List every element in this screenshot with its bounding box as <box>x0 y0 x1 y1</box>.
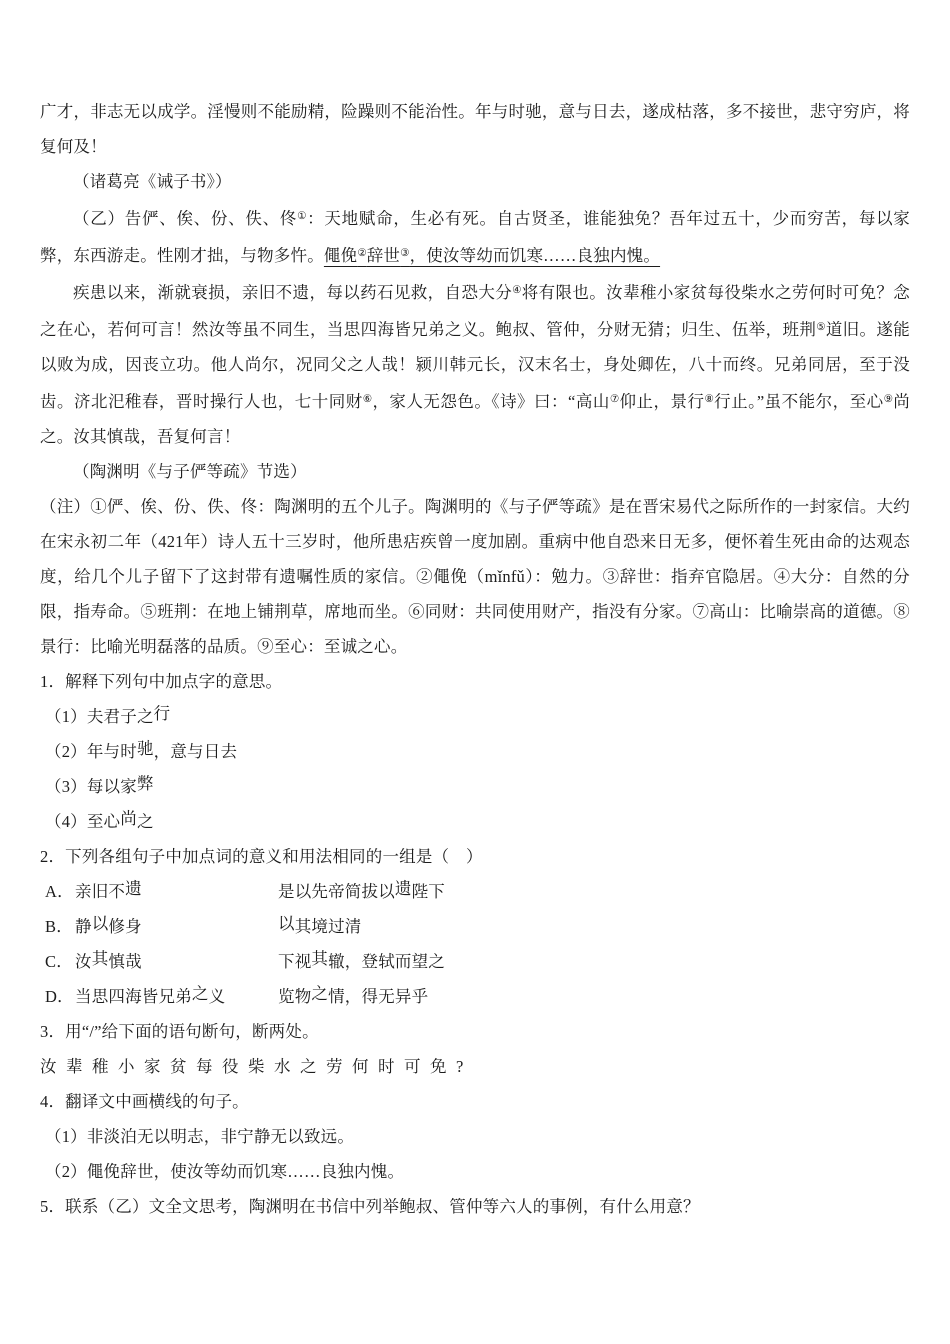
question-1-item-4: （4）至心尚之 <box>45 808 154 831</box>
emphasized-char: 遗 <box>394 878 412 898</box>
choice-right-phrase: 下视其辙，登轼而望之 <box>278 948 446 971</box>
question-3: 3．用“/”给下面的语句断句，断两处。 <box>40 1022 319 1041</box>
notes-annotations: （注）①俨、俟、份、佚、佟：陶渊明的五个儿子。陶渊明的《与子俨等疏》是在晋宋易代之际所作的一封家信。大约在宋永初二年（421年）诗人五十三岁时，他所患痁疾曾一度加剧。重病中他自恐来日无多，便怀着生死由命的达观态度，给几个儿子留下了这封带有遗嘱性质的家信。②僶俛（mǐnfǔ）：勉力。③辞世：指弃官隐居。④大分：自然的分限，指寿命。⑤班荆：在地上铺荆草，席地而坐。⑥同财：共同使用财产，指没有分家。⑦高山：比喻崇高的道德。⑧景行：比喻光明磊落的品质。⑨至心：至诚之心。 <box>40 497 910 656</box>
note-marker-superscript: ② <box>357 248 367 259</box>
note-marker-superscript: ③ <box>400 248 410 259</box>
question-2-choice-d <box>40 979 910 1014</box>
emphasized-char: 以 <box>278 913 295 933</box>
question-2-choice-b <box>40 909 910 944</box>
passage-yi-letter-opening: （乙）告俨、俟、份、佚、佟①：天地赋命，生必有死。自古贤圣，谁能独免？吾年过五十，少而穷苦，每以家弊，东西游走。性刚才拙，与物多忤。僶俛②辞世③，使汝等幼而饥寒……良独内愧。 <box>40 209 911 265</box>
note-marker-superscript: ⑥ <box>362 394 373 405</box>
emphasized-char: 行 <box>153 703 171 723</box>
question-2-choice-c <box>40 944 910 979</box>
choice-label: D． <box>45 987 74 1006</box>
choice-label: C． <box>45 952 73 971</box>
emphasized-char: 遗 <box>125 878 142 898</box>
emphasized-char: 其 <box>91 948 109 968</box>
emphasized-char: 尚 <box>120 808 137 828</box>
choice-label: A． <box>45 882 74 901</box>
question-2-choice-a <box>40 874 910 909</box>
question-1-item-3: （3）每以家弊 <box>45 773 154 796</box>
choice-left-phrase: 静以修身 <box>75 913 142 936</box>
choice-right-phrase: 是以先帝简拔以遗陛下 <box>278 878 446 901</box>
emphasized-char: 弊 <box>136 773 154 793</box>
choice-right-phrase: 览物之情，得无异乎 <box>278 983 429 1006</box>
question-4-item-1: （1）非淡泊无以明志，非宁静无以致远。 <box>45 1127 355 1146</box>
choice-label: B． <box>45 917 73 936</box>
emphasized-char: 之 <box>191 983 209 1003</box>
passage-yi-letter-body: 疾患以来，渐就衰损，亲旧不遗，每以药石见救，自恐大分④将有限也。汝辈稚小家贫每役柴水之劳何时可免？念之在心，若何可言！然汝等虽不同生，当思四海皆兄弟之义。鲍叔、管仲，分财无猜；归生、伍举，班荆⑤道旧。遂能以败为成，因丧立功。他人尚尔，况同父之人哉！颍川韩元长，汉末名士，身处卿佐，八十而终。兄弟同居，至于没齿。济北汜稚春，晋时操行人也，七十同财⑥，家人无怨色。《诗》曰：“高山⑦仰止，景行⑧行止。”虽不能尔，至心⑨尚之。汝其慎哉，吾复何言！ <box>40 283 911 446</box>
choice-right-phrase: 以其境过清 <box>278 913 362 936</box>
question-4: 4．翻译文中画横线的句子。 <box>40 1092 249 1111</box>
note-marker-superscript: ⑤ <box>816 322 826 333</box>
question-1: 1．解释下列句中加点字的意思。 <box>40 672 283 691</box>
question-4-item-2: （2）僶俛辞世，使汝等幼而饥寒……良独内愧。 <box>45 1162 405 1181</box>
note-marker-superscript: ⑨ <box>883 394 894 405</box>
attribution-taoyuanming-yuziyandengshu: （陶渊明《与子俨等疏》节选） <box>73 462 307 481</box>
underlined-text: 僶俛②辞世③，使汝等幼而饥寒……良独内愧。 <box>323 246 661 265</box>
passage-jia-jiezishu-continuation: 广才，非志无以成学。淫慢则不能励精，险躁则不能治性。年与时驰，意与日去，遂成枯落，多不接世，悲守穷庐，将复何及！ <box>40 102 910 156</box>
document-body <box>40 94 910 1224</box>
question-1-item-2: （2）年与时驰，意与日去 <box>45 738 238 761</box>
emphasized-char: 以 <box>91 913 109 933</box>
attribution-zhugeliang-jiezishu: （诸葛亮《诫子书》） <box>73 172 232 191</box>
choice-left-phrase: 亲旧不遗 <box>75 878 142 901</box>
question-5: 5．联系（乙）文全文思考，陶渊明在书信中列举鲍叔、管仲等六人的事例，有什么用意？ <box>40 1197 700 1216</box>
choice-left-phrase: 当思四海皆兄弟之义 <box>75 983 226 1006</box>
emphasized-char: 驰 <box>136 738 154 758</box>
note-marker-superscript: ⑦ <box>609 394 620 405</box>
emphasized-char: 之 <box>311 983 329 1003</box>
note-marker-superscript: ① <box>297 211 308 222</box>
note-marker-superscript: ⑧ <box>704 394 715 405</box>
question-3-sentence: 汝辈稚小家贫每役柴水之劳何时可免? <box>40 1057 473 1076</box>
question-1-item-1: （1）夫君子之行 <box>45 703 171 726</box>
choice-left-phrase: 汝其慎哉 <box>75 948 142 971</box>
question-2: 2．下列各组句子中加点词的意义和用法相同的一组是（ ） <box>40 847 483 866</box>
note-marker-superscript: ④ <box>512 285 522 296</box>
emphasized-char: 其 <box>311 948 329 968</box>
